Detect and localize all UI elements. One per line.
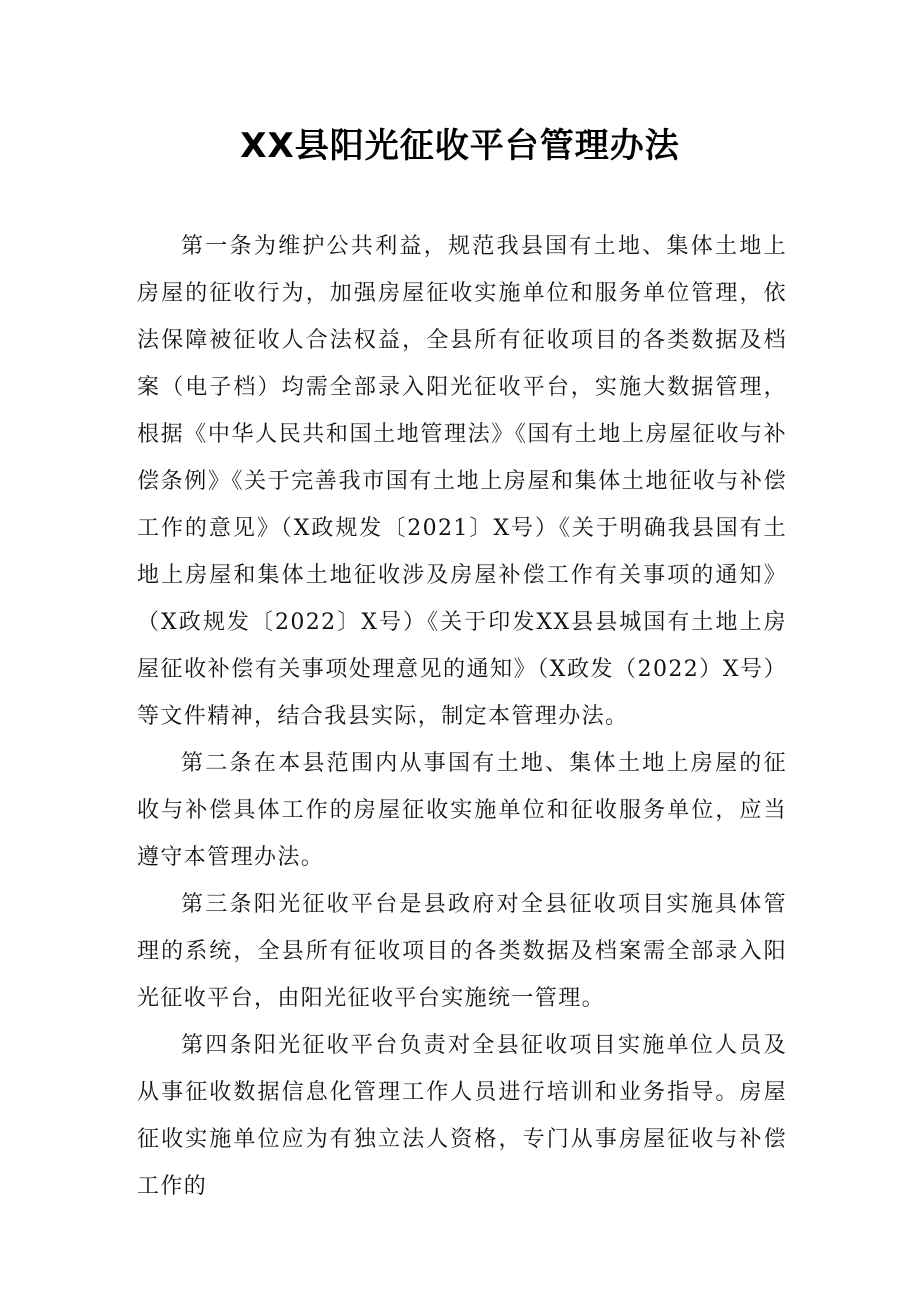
document-body (137, 223, 787, 1210)
article-2-paragraph: 第二条在本县范围内从事国有土地、集体土地上房屋的征收与补偿具体工作的房屋征收实施单位和征收服务单位，应当遵守本管理办法。 (137, 751, 787, 870)
article-3-paragraph: 第三条阳光征收平台是县政府对全县征收项目实施具体管理的系统，全县所有征收项目的各类数据及档案需全部录入阳光征收平台，由阳光征收平台实施统一管理。 (137, 892, 787, 1011)
article-1-paragraph: 第一条为维护公共利益，规范我县国有土地、集体土地上房屋的征收行为，加强房屋征收实施单位和服务单位管理，依法保障被征收人合法权益，全县所有征收项目的各类数据及档案（电子档）均需全部录入阳光征收平台，实施大数据管理，根据《中华人民共和国土地管理法》《国有土地上房屋征收与补偿条例》《关于完善我市国有土地上房屋和集体土地征收与补偿工作的意见》（X政规发〔2021〕X号）《关于明确我县国有土地上房屋和集体土地征收涉及房屋补偿工作有关事项的通知》（X政规发〔2022〕X号）《关于印发XX县县城国有土地上房屋征收补偿有关事项处理意见的通知》（X政发（2022）X号）等文件精神，结合我县实际，制定本管理办法。 (137, 234, 787, 729)
document-title: XX县阳光征收平台管理办法 (240, 126, 680, 166)
article-4-paragraph: 第四条阳光征收平台负责对全县征收项目实施单位人员及从事征收数据信息化管理工作人员进行培训和业务指导。房屋征收实施单位应为有独立法人资格，专门从事房屋征收与补偿工作的 (137, 1033, 787, 1199)
